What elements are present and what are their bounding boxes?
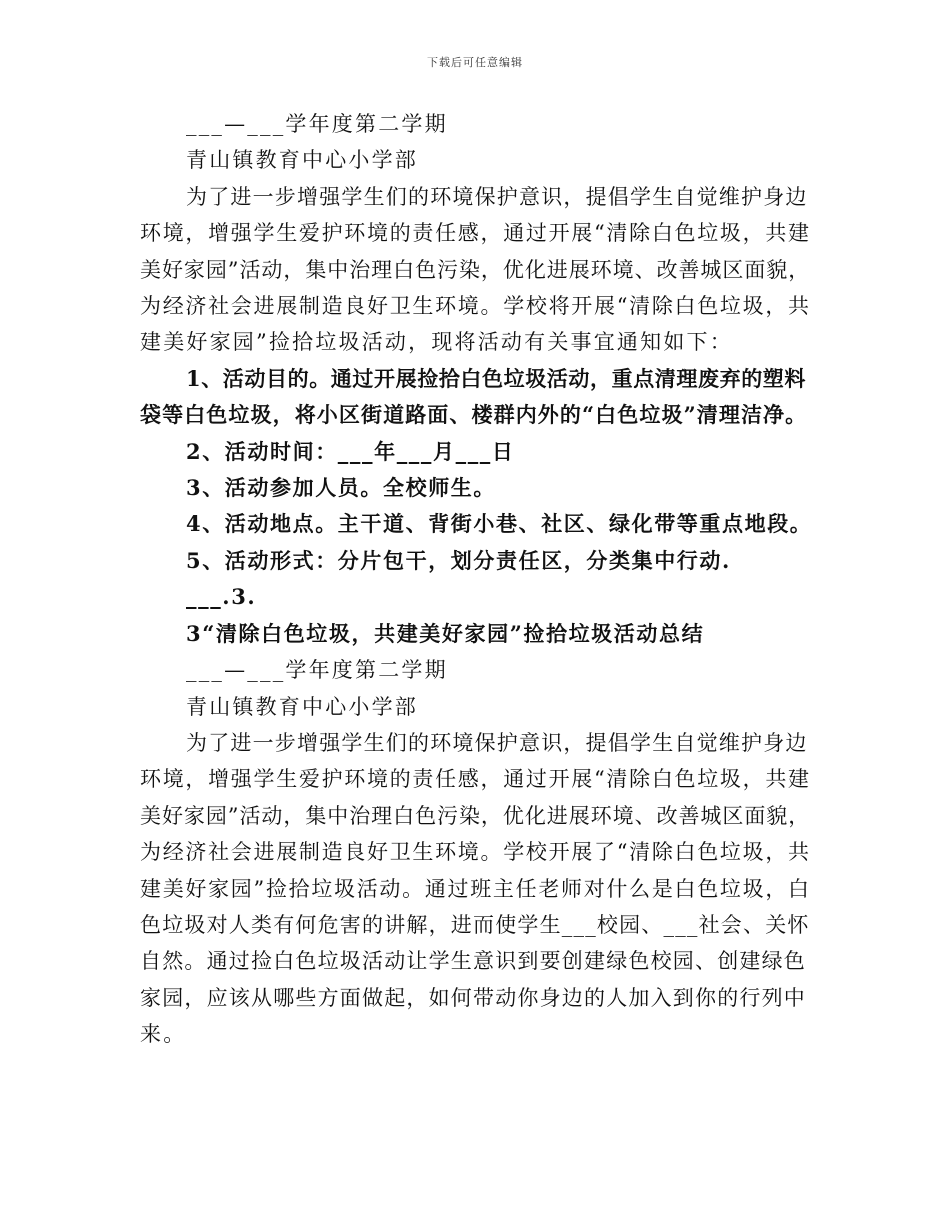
document-body [140, 106, 812, 1053]
text-line: 为了进一步增强学生们的环境保护意识，提倡学生自觉维护身边 [186, 184, 808, 209]
text-line: 美好家园”活动，集中治理白色污染，优化进展环境、改善城区面貌， [140, 803, 811, 828]
bold-text-line: 3、活动参加人员。全校师生。 [186, 475, 497, 501]
bold-text-line: 5、活动形式：分片包干，划分责任区，分类集中行动. [186, 547, 731, 573]
text-line: 色垃圾对人类有何危害的讲解，进而使学生___校园、___社会、关怀 [140, 912, 810, 937]
bold-text-line: 2、活动时间：___年___月___日 [186, 438, 515, 464]
text-line: 自然。通过捡白色垃圾活动让学生意识到要创建绿色校园、创建绿色 [140, 949, 806, 974]
text-line: 建美好家园”捡拾垃圾活动，现将活动有关事宜通知如下： [140, 330, 733, 355]
text-line: 为经济社会进展制造良好卫生环境。学校开展了“清除白色垃圾，共 [140, 840, 811, 865]
text-line: 美好家园”活动，集中治理白色污染，优化进展环境、改善城区面貌， [140, 257, 811, 282]
text-line: 建美好家园”捡拾垃圾活动。通过班主任老师对什么是白色垃圾，白 [140, 876, 811, 901]
text-line: 青山镇教育中心小学部 [186, 148, 418, 173]
bold-text-line: 4、活动地点。主干道、背街小巷、社区、绿化带等重点地段。 [186, 511, 813, 537]
text-line: 环境，增强学生爱护环境的责任感，通过开展“清除白色垃圾，共建 [140, 221, 811, 246]
text-line: 家园，应该从哪些方面做起，如何带动你身边的人加入到你的行列中 [140, 985, 806, 1010]
text-line: 为了进一步增强学生们的环境保护意识，提倡学生自觉维护身边 [186, 730, 808, 755]
bold-text-line: ___.3. [186, 584, 257, 610]
text-line: ___—___学年度第二学期 [186, 112, 448, 136]
text-line: 环境，增强学生爱护环境的责任感，通过开展“清除白色垃圾，共建 [140, 767, 811, 792]
text-line: 青山镇教育中心小学部 [186, 694, 418, 719]
text-line: 为经济社会进展制造良好卫生环境。学校将开展“清除白色垃圾，共 [140, 294, 811, 319]
page-header-note: 下载后可任意编辑 [427, 56, 523, 69]
text-line: ___—___学年度第二学期 [186, 658, 448, 683]
text-line: 来。 [140, 1022, 187, 1047]
bold-text-line: 袋等白色垃圾，将小区街道路面、楼群内外的“白色垃圾”清理洁净。 [140, 402, 808, 428]
bold-text-line: 1、活动目的。通过开展捡拾白色垃圾活动，重点清理废弃的塑料 [186, 365, 807, 391]
bold-text-line: 3“清除白色垃圾，共建美好家园”捡拾垃圾活动总结 [186, 620, 705, 646]
